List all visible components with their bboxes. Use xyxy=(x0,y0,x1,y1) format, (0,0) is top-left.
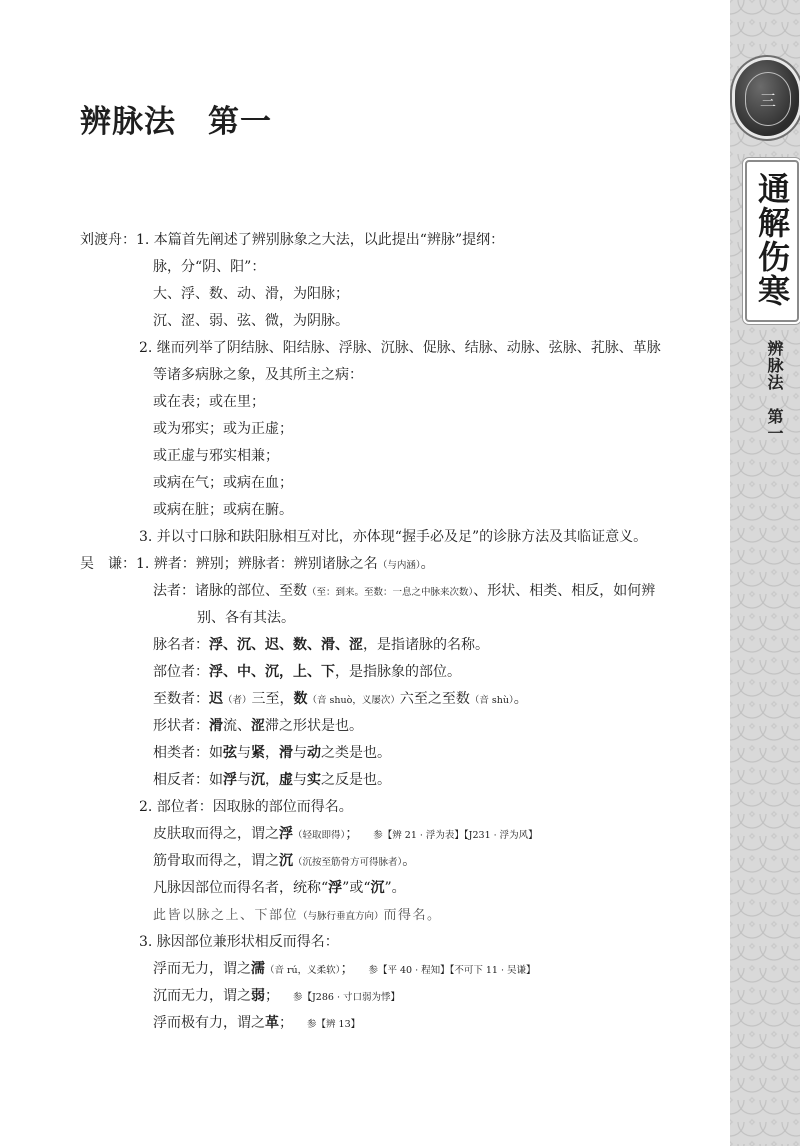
text-line xyxy=(139,338,661,358)
text-line xyxy=(153,392,265,412)
text-line xyxy=(153,743,391,763)
text-run: ， xyxy=(265,772,279,788)
text-run: 刘渡舟：1. 本篇首先阐述了辨别脉象之大法，以此提出“辨脉”提纲： xyxy=(80,232,505,248)
text-run: 之类是也。 xyxy=(321,745,391,761)
text-line xyxy=(80,554,435,576)
text-run: 沉 xyxy=(279,853,293,869)
text-run: 沉 xyxy=(251,772,265,788)
cross-reference: 参【辨 13】 xyxy=(307,1019,361,1030)
text-line xyxy=(153,878,406,898)
text-run: 凡脉因部位而得名者，统称“ xyxy=(153,880,329,896)
text-run: 大、浮、数、动、滑，为阳脉； xyxy=(153,286,349,302)
text-line xyxy=(153,365,363,385)
text-run: 此皆以脉之上、下部位 xyxy=(153,908,299,923)
text-line xyxy=(153,905,442,927)
text-run: 滑 xyxy=(279,745,293,761)
text-run: 浮 xyxy=(328,880,343,896)
text-run: ； xyxy=(265,988,279,1004)
text-run: 筋骨取而得之，谓之 xyxy=(153,853,279,869)
text-run: ； xyxy=(279,1015,293,1031)
text-line xyxy=(139,797,353,817)
book-title-box xyxy=(745,160,799,322)
text-run: 浮而极有力，谓之 xyxy=(153,1015,265,1031)
text-run: 三至， xyxy=(251,691,294,707)
text-line xyxy=(139,527,647,547)
text-run: 形状者： xyxy=(153,718,209,734)
text-run: 浮而无力，谓之 xyxy=(153,961,251,977)
cross-reference: 参【平 40 · 程知】【不可下 11 · 吴谦】 xyxy=(368,965,536,976)
text-run: 相反者：如 xyxy=(153,772,223,788)
text-run: ； xyxy=(340,961,355,977)
text-run: 弱 xyxy=(251,988,265,1004)
text-run: 浮 xyxy=(223,772,237,788)
text-run: 法者：诸脉的部位、至数 xyxy=(153,583,307,599)
text-run: 。 xyxy=(402,853,417,869)
text-run: 涩 xyxy=(251,718,265,734)
side-chapter-title: 辨脉法 第一 xyxy=(765,340,784,442)
page-title: 辨脉法 第一 xyxy=(80,104,272,140)
annotation-note: （沉按至筋骨方可得脉者） xyxy=(293,857,403,868)
text-run: ”。 xyxy=(384,880,406,896)
text-run: 沉、涩、弱、弦、微，为阴脉。 xyxy=(153,313,349,329)
text-run: 滞之形状是也。 xyxy=(265,718,363,734)
text-run: 与 xyxy=(293,745,307,761)
text-run: 沉而无力，谓之 xyxy=(153,988,251,1004)
text-line xyxy=(153,824,538,846)
chapter-number: 三 xyxy=(745,72,791,126)
book-title: 通解伤寒 xyxy=(753,172,791,308)
annotation-note: （与脉行垂直方向） xyxy=(298,911,384,922)
text-run: 或为邪实；或为正虚； xyxy=(153,421,293,437)
cross-reference: 参【J286 · 寸口弱为悸】 xyxy=(293,992,401,1003)
text-line xyxy=(153,581,655,603)
text-line xyxy=(153,689,528,711)
text-line xyxy=(153,257,265,277)
text-run: 之反是也。 xyxy=(321,772,391,788)
text-line xyxy=(153,851,416,873)
text-run: ，是指脉象的部位。 xyxy=(335,664,461,680)
text-run: 或病在脏；或病在腑。 xyxy=(153,502,293,518)
text-line xyxy=(153,284,349,304)
cross-reference: 参【辨 21 · 浮为表】【J231 · 浮为风】 xyxy=(373,830,538,841)
text-line xyxy=(139,932,339,952)
text-line xyxy=(153,986,400,1008)
text-run: 而得名。 xyxy=(383,908,442,923)
text-run: 部位者： xyxy=(153,664,209,680)
text-run: ，是指诸脉的名称。 xyxy=(363,637,489,653)
text-run: 浮、沉、迟、数、滑、涩 xyxy=(209,637,363,653)
text-run: 等诸多病脉之象，及其所主之病： xyxy=(153,367,363,383)
text-run: 脉名者： xyxy=(153,637,209,653)
text-run: 与 xyxy=(237,772,251,788)
text-run: 数 xyxy=(293,691,308,707)
text-run: 滑 xyxy=(209,718,223,734)
text-line xyxy=(80,230,504,250)
text-run: 六至之至数 xyxy=(399,691,470,707)
text-run: 或病在气；或病在血； xyxy=(153,475,293,491)
text-run: 流、 xyxy=(223,718,251,734)
text-run: 沉 xyxy=(370,880,385,896)
text-run: 至数者： xyxy=(153,691,209,707)
text-line xyxy=(153,446,279,466)
annotation-note: （轻取即得） xyxy=(293,830,346,841)
text-run: 、形状、相类、相反，如何辨 xyxy=(473,583,656,599)
text-line xyxy=(153,662,461,682)
text-run: 吴 谦：1. 辨者：辨别；辨脉者：辨别诸脉之名 xyxy=(80,556,378,572)
annotation-note: （者） xyxy=(223,695,252,706)
text-run: ， xyxy=(265,745,279,761)
text-run: 。 xyxy=(420,556,435,572)
annotation-note: （音 shuò，义屡次） xyxy=(307,695,400,706)
text-run: 实 xyxy=(307,772,321,788)
text-line xyxy=(153,716,363,736)
chapter-badge xyxy=(735,60,799,136)
text-run: 皮肤取而得之，谓之 xyxy=(153,826,279,842)
text-line xyxy=(153,500,293,520)
text-run: 与 xyxy=(237,745,251,761)
annotation-note: （与内涵） xyxy=(377,560,421,571)
annotation-note: （音 rú，义柔软） xyxy=(265,965,341,976)
text-line xyxy=(153,770,391,790)
text-run: 相类者：如 xyxy=(153,745,223,761)
text-run: 或在表；或在里； xyxy=(153,394,265,410)
text-run: 革 xyxy=(265,1015,279,1031)
text-run: 濡 xyxy=(251,961,265,977)
text-run: 迟 xyxy=(209,691,223,707)
text-run: 脉，分“阴、阳”： xyxy=(153,259,266,275)
text-line xyxy=(153,1013,360,1035)
text-run: 与 xyxy=(293,772,307,788)
annotation-note: （音 shù） xyxy=(469,695,514,706)
text-run: 2. 继而列举了阴结脉、阳结脉、浮脉、沉脉、促脉、结脉、动脉、弦脉、芤脉、革脉 xyxy=(139,340,661,356)
text-line xyxy=(197,608,295,628)
annotation-note: （至：到来。至数：一息之中脉来次数） xyxy=(307,587,474,598)
text-run: 别、各有其法。 xyxy=(197,610,295,626)
text-run: 。 xyxy=(513,691,528,707)
text-line xyxy=(153,311,349,331)
text-run: 浮、中、沉，上、下 xyxy=(209,664,335,680)
text-run: 浮 xyxy=(279,826,293,842)
text-line xyxy=(153,419,293,439)
text-line xyxy=(153,473,293,493)
text-line xyxy=(153,635,489,655)
text-run: 或正虚与邪实相兼； xyxy=(153,448,279,464)
text-run: 动 xyxy=(307,745,321,761)
text-run: 紧 xyxy=(251,745,265,761)
text-line xyxy=(153,959,536,981)
text-run: 3. 并以寸口脉和趺阳脉相互对比，亦体现“握手必及足”的诊脉方法及其临证意义。 xyxy=(139,529,648,545)
text-run: 2. 部位者：因取脉的部位而得名。 xyxy=(139,799,353,815)
text-run: ”或“ xyxy=(342,880,371,896)
text-run: ； xyxy=(345,826,360,842)
text-run: 虚 xyxy=(279,772,293,788)
text-run: 3. 脉因部位兼形状相反而得名： xyxy=(139,934,339,950)
text-run: 弦 xyxy=(223,745,237,761)
